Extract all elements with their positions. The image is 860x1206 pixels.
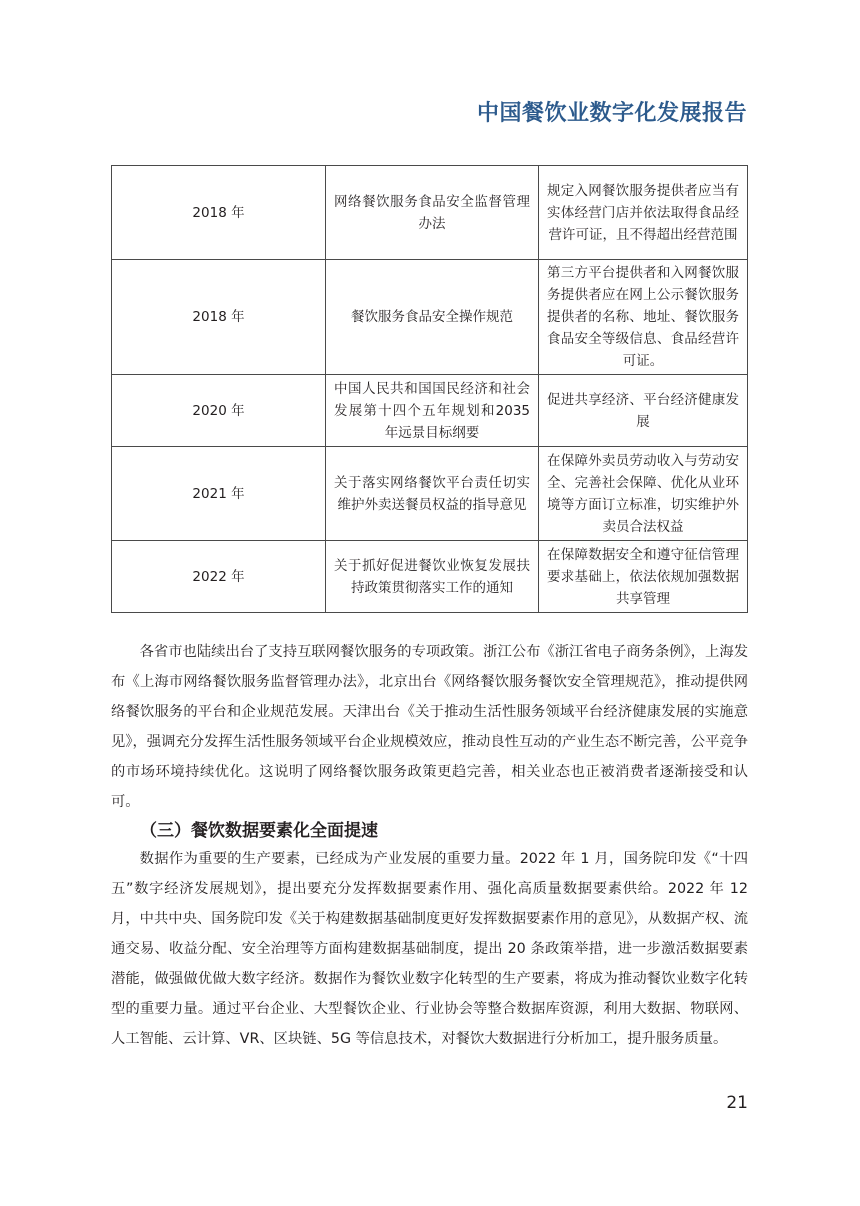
policy-name-cell: 关于抓好促进餐饮业恢复发展扶持政策贯彻落实工作的通知: [326, 541, 539, 613]
table-row: [112, 447, 748, 541]
policy-name-cell: 关于落实网络餐饮平台责任切实维护外卖送餐员权益的指导意见: [326, 447, 539, 541]
policy-description-cell: 在保障数据安全和遵守征信管理要求基础上，依法依规加强数据共享管理: [539, 541, 748, 613]
policy-table: [111, 165, 748, 613]
table-row: [112, 541, 748, 613]
policy-year-cell: 2020 年: [112, 375, 326, 447]
policy-name-cell: 网络餐饮服务食品安全监督管理办法: [326, 166, 539, 260]
policy-description-cell: 在保障外卖员劳动收入与劳动安全、完善社会保障、优化从业环境等方面订立标准，切实维护外卖员合法权益: [539, 447, 748, 541]
policy-name-cell: 餐饮服务食品安全操作规范: [326, 260, 539, 375]
table-row: [112, 260, 748, 375]
page-number: 21: [726, 1093, 748, 1113]
policy-description-cell: 第三方平台提供者和入网餐饮服务提供者应在网上公示餐饮服务提供者的名称、地址、餐饮服务食品安全等级信息、食品经营许可证。: [539, 260, 748, 375]
table-row: [112, 375, 748, 447]
policy-name-cell: 中国人民共和国国民经济和社会发展第十四个五年规划和2035 年远景目标纲要: [326, 375, 539, 447]
policy-description-cell: 规定入网餐饮服务提供者应当有实体经营门店并依法取得食品经营许可证，且不得超出经营范围: [539, 166, 748, 260]
report-header-title: 中国餐饮业数字化发展报告: [476, 101, 747, 126]
policy-year-cell: 2021 年: [112, 447, 326, 541]
policy-year-cell: 2022 年: [112, 541, 326, 613]
body-paragraph-data-elements: 数据作为重要的生产要素，已经成为产业发展的重要力量。2022 年 1 月，国务院印发《“十四五”数字经济发展规划》，提出要充分发挥数据要素作用、强化高质量数据要素供给。2022 年 12 月，中共中央、国务院印发《关于构建数据基础制度更好发挥数据要素作用的意见》，从数据产权、流通交易、收益分配、安全治理等方面构建数据基础制度，提出 20 条政策举措，进一步激活数据要素潜能，做强做优做大数字经济。数据作为餐饮业数字化转型的生产要素，将成为推动餐饮业数字化转型的重要力量。通过平台企业、大型餐饮企业、行业协会等整合数据库资源，利用大数据、物联网、人工智能、云计算、VR、区块链、5G 等信息技术，对餐饮大数据进行分析加工，提升服务质量。: [111, 851, 748, 1047]
policy-year-cell: 2018 年: [112, 260, 326, 375]
policy-description-cell: 促进共享经济、平台经济健康发展: [539, 375, 748, 447]
body-paragraph-provincial-policies: 各省市也陆续出台了支持互联网餐饮服务的专项政策。浙江公布《浙江省电子商务条例》，上海发布《上海市网络餐饮服务监督管理办法》，北京出台《网络餐饮服务餐饮安全管理规范》，推动提供网络餐饮服务的平台和企业规范发展。天津出台《关于推动生活性服务领域平台经济健康发展的实施意见》，强调充分发挥生活性服务领域平台企业规模效应，推动良性互动的产业生态不断完善，公平竞争的市场环境持续优化。这说明了网络餐饮服务政策更趋完善，相关业态也正被消费者逐渐接受和认可。: [111, 644, 748, 810]
table-row: [112, 166, 748, 260]
section-heading: （三）餐饮数据要素化全面提速: [140, 821, 378, 841]
policy-year-cell: 2018 年: [112, 166, 326, 260]
